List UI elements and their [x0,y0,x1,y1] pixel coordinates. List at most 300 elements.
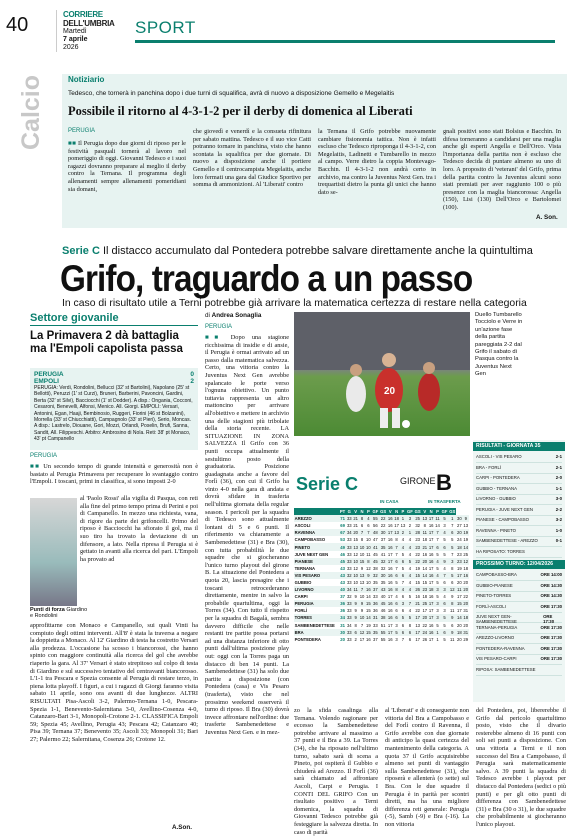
table-cell: 71 [340,516,345,522]
list-item [476,454,562,463]
table-cell: 37 [373,587,378,593]
table-cell: 6 [400,572,406,579]
table-cell: 3 [434,614,440,621]
table-cell: 9 [463,515,469,522]
table-cell: 17 [415,615,420,621]
table-cell: 9 [352,614,358,621]
table-cell: 6 [393,614,399,621]
table-cell: 21 [415,601,420,607]
standings-col-17: GS [449,509,456,515]
table-cell: 17 [457,594,462,600]
table-cell: 18 [428,587,434,593]
table-cell: 5 [441,614,449,621]
table-cell: 8 [354,622,357,628]
standings-col-5: P [366,509,370,515]
table-cell: 5 [436,594,439,600]
standings-col-2: G [347,509,351,515]
table-cell: 31 [463,608,469,614]
table-cell: 5 [393,629,399,636]
table-cell: 32 [373,572,378,578]
table-cell: 9 [352,600,358,607]
table-cell: 4 [441,529,449,536]
table-cell: 11 [422,530,427,536]
match-teams: ASCOLI - VIS PESARO [476,454,522,459]
table-cell: 20 [463,622,469,628]
match-teams: CARPI - PONTEDERA [476,475,520,480]
table-cell: 5 [436,622,439,628]
match-teams: SAMBENEDETTESE - AREZZO [476,538,538,543]
table-cell: 9 [365,572,371,579]
table-cell: 4 [434,572,440,579]
table-cell: 9 [448,614,456,621]
table-cell: 22 [422,622,428,628]
table-cell: 13 [359,572,365,578]
match-value: ORE 17:30 [540,656,562,661]
table-cell: 20 [422,558,428,564]
match-teams: PINETO-TORRES [476,593,512,598]
table-cell: 33 [346,601,352,607]
table-cell: 7 [393,543,399,550]
bottom-col-1: zo la sfida casalinga alla Ternana. Volendo ragionare per eccesso la Sambenedettese potrebbe arrivare al massimo a 37 punti e il Bra a 39. La Torres (34), che ha riposato nell'ultimo turno, sabato sarà di scena a Pineto, poi ospiterà il Gubbio e chiuderà ad Arezzo. Il Forlì (36) sarà chiamato ad affrontare Ascoli, Carpi e Perugia. I CONTI DEL GRIFO Con un risultato positivo a Terni domenica, la squadra di Giovanni Tedesco potrebbe già festeggiare la salvezza diretta. In caso di parità [294,707,378,836]
list-item [476,635,562,644]
table-cell: 6 [400,558,406,565]
table-cell: 1 [436,636,439,642]
players-photo [30,498,77,606]
logo-part-2: DELL'UMBRIA [63,19,115,28]
table-cell: 31 [463,629,469,635]
list-item [476,475,562,484]
table-cell: 10 [359,615,365,621]
table-cell: 5 [436,551,439,557]
bottom-col-2: al 'Liberati' e di conseguente non vittoria del Bra a Campobasso e del Forlì contro il Ravenna, il Grifo avrebbe con due giornate di anticipo la quasi certezza del mantenimento della categoria. A quota 37 il Grifo acquisirebbe almeno sei punti di vantaggio sulla Sambenedettese (31), che riposerà e allenterà (o sette) sul Bra. Con le due squadre il Perugia è in parità per scontri diretti, ma ha una migliore differenza reti generale: Perugia (-5), Samb (-9) e Bra (-16). La non vittoria [385,707,469,828]
notiziario-col-1: ■■ Il Perugia dopo due giorni di riposo per le festività pasquali tornerà al lavoro nel pomeriggio di oggi. Giovanni Tedesco e i suoi ragazzi dovranno preparare al meglio il derby contro la Ternana. Il programma degli allenamenti sempre allenamenti pomeridiani sia domani, [68,140,186,193]
byline: di Andrea Sonaglia [205,312,262,319]
table-cell: 32 [346,594,352,600]
table-cell: 3 [448,558,456,565]
main-headline: Grifo, traguardo a un passo [60,258,473,299]
table-cell: 17 [428,579,434,585]
girone-letter: B [436,470,452,495]
table-cell: 17 [457,608,462,614]
table-cell: 7 [359,529,365,536]
table-cell: 33 [346,565,352,571]
standings-body [294,515,469,643]
standings-col-13: V [423,509,427,515]
table-cell: 6 [434,543,440,550]
table-cell: 32 [346,572,352,578]
match-value: 2-2 [555,506,562,512]
table-cell: 5 [443,622,446,628]
table-cell: 3 [434,600,440,607]
match-value: 2-1 [555,464,562,470]
settore-title: Settore giovanile [30,312,119,324]
section-title: SPORT [135,18,196,37]
table-cell: 7 [406,600,414,607]
table-row [294,614,469,621]
list-item [476,507,562,516]
table-cell: 9 [360,608,364,614]
table-cell: 8 [408,622,412,628]
match-value: ORE 17:30 [540,645,562,651]
table-row [294,551,469,558]
list-item [476,538,562,547]
table-cell: 16 [387,608,393,614]
match-teams: JUVE NEXT GEN-SAMBENEDETTESE [476,614,517,624]
table-cell: 10 [353,579,358,585]
table-cell: 16 [387,565,393,571]
table-cell: 6 [448,529,456,536]
settore-signature: A.Son. [172,824,192,831]
table-cell: 16 [366,587,371,593]
next-round-title: PROSSIMO TURNO: 12/04/2026 [473,560,565,569]
table-cell: 32 [380,565,386,571]
table-cell: 18 [457,544,462,550]
table-cell: 20 [422,615,428,621]
table-cell: 4 [408,579,412,585]
table-cell: 25 [415,516,420,522]
table-cell: 6 [451,622,454,628]
team-name: BRA [294,629,339,636]
table-cell: 33 [346,516,352,522]
match-teams: GUBBIO - TERNANA [476,485,517,491]
table-cell: 17 [428,608,434,614]
settore-headline: La Primavera 2 dà battaglia ma l'Empoli capolista passa [30,330,183,355]
table-row [294,565,469,572]
table-row [294,600,469,607]
table-cell: 38 [380,615,386,621]
table-cell: 36 [340,608,345,614]
table-row [294,622,469,629]
table-cell: 37 [380,537,386,543]
table-cell: 34 [340,615,345,621]
table-cell: 4 [443,565,446,571]
table-cell: 30 [380,530,386,536]
results-title: RISULTATI - GIORNATA 35 [473,442,565,451]
table-cell: 3 [406,515,414,522]
table-cell: 10 [366,544,371,550]
table-cell: 31 [340,622,345,628]
table-cell: 5 [401,551,405,557]
table-cell: 17 [428,565,434,571]
table-cell: 6 [401,622,405,628]
table-cell: 2 [354,636,357,642]
list-item [476,646,562,655]
table-cell: 11 [435,516,440,522]
table-row [294,536,469,543]
table-cell: 9 [451,594,454,600]
table-cell: 10 [359,594,365,600]
table-cell: 1 [448,515,456,522]
table-cell: 6 [451,579,454,585]
table-cell: 7 [359,586,365,593]
table-cell: 20 [340,636,345,642]
table-cell: 29 [463,636,469,642]
table-cell: 23 [422,587,428,593]
table-cell: 5 [443,636,446,642]
team-name: PIANESE [294,558,339,565]
list-item [476,517,562,526]
table-cell: 16 [387,601,393,607]
table-cell: 3 [436,608,439,614]
table-row [294,543,469,550]
table-cell: 6 [401,594,405,600]
table-cell: 7 [401,579,405,585]
table-cell: 33 [346,551,352,557]
table-cell: 7 [451,551,454,557]
table-cell: 6 [408,636,412,642]
score-row-home: PERUGIA 0 [34,371,194,378]
settore-para-1: ■■ Un secondo tempo di grande intensità e generosità non è bastato al Perugia Primavera per recuperare lo svantaggio contro l'Empoli. I toscani, primi in classifica, si sono imposti 2-0 [30,463,199,486]
table-cell: 11 [457,587,462,593]
table-cell: 33 [346,537,352,543]
table-cell: 17 [428,544,434,550]
table-cell: 14 [435,523,440,529]
table-cell: 5 [441,515,449,522]
table-cell: 5 [448,543,456,550]
table-cell: 9 [441,558,449,565]
table-cell: 6 [393,600,399,607]
table-cell: 7 [360,622,364,628]
standings-header [294,508,469,515]
table-cell: 55 [380,636,386,642]
table-cell: 7 [434,529,440,536]
list-item [476,486,562,495]
table-cell: 16 [428,594,434,600]
table-cell: 17 [428,636,434,642]
table-cell: 18 [457,629,462,635]
table-cell: 14 [463,544,469,550]
table-cell: 5 [448,572,456,579]
table-cell: 18 [422,537,428,543]
table-cell: 13 [394,530,399,536]
standings-title: Serie C [296,474,359,494]
table-cell: 17 [428,537,434,543]
table-cell: 4 [408,551,412,557]
table-cell: 16 [387,636,393,642]
table-cell: 5 [401,565,405,571]
table-cell: 46 [380,608,386,614]
table-cell: 1 [400,515,406,522]
match-value: 1-1 [555,485,562,491]
team-name: TORRES [294,614,339,621]
table-cell: 10 [353,558,358,564]
match-photo [294,312,470,436]
table-cell: 3 [434,586,440,593]
match-teams: TERNANA-PERUGIA [476,624,518,630]
issue-day: Martedì [63,28,87,35]
notiziario-location: PERUGIA [68,128,96,134]
table-cell: 13 [400,523,406,529]
table-cell: 4 [401,537,405,543]
table-cell: 3 [441,586,449,593]
standings-col-15: P [436,509,439,515]
team-name: PONTEDERA [294,636,321,642]
table-cell: 3 [443,608,446,614]
table-cell: 17 [394,523,399,529]
table-cell: 35 [373,579,378,585]
table-cell: 20 [463,601,469,607]
table-cell: 20 [457,622,462,628]
kicker-text: Il distacco accumulato dal Pontedera potrebbe salvare direttamente anche la quintultima [102,245,533,257]
table-cell: 17 [359,636,365,642]
table-cell: 6 [395,608,398,614]
standings-col-1: PT [339,509,346,515]
match-teams: RAVENNA - PINETO [476,527,516,533]
list-item [476,614,562,623]
table-cell: 14 [422,565,428,571]
table-cell: 17 [387,530,393,536]
table-cell: 16 [387,537,393,543]
table-cell: 4 [406,543,414,550]
table-cell: 45 [373,551,378,557]
table-cell: 38 [373,565,378,571]
table-cell: 8 [395,537,398,543]
kicker-bold: Serie C [62,245,100,257]
table-cell: 36 [340,601,345,607]
table-cell: 18 [463,615,469,621]
standings-col-14: N [429,509,433,515]
list-item [476,528,562,537]
list-item [476,465,562,474]
match-value: ORE 14:30 [540,593,562,598]
table-cell: 4 [365,515,371,522]
table-cell: 18 [394,516,399,522]
table-row [294,515,469,522]
table-cell: 8 [365,558,371,565]
table-cell: 4 [395,594,398,600]
table-cell: 16 [428,629,434,635]
table-cell: 8 [360,537,364,543]
table-cell: 16 [366,636,371,642]
match-value: ORE 14:00 [540,572,562,577]
table-cell: 13 [463,523,469,529]
logo-part-1: CORRIERE [63,10,103,19]
table-cell: 45 [373,558,378,564]
table-cell: 40 [380,594,386,600]
table-cell: 6 [441,629,449,636]
table-cell: 26 [415,587,420,593]
list-item [476,625,562,634]
table-cell: 4 [406,586,414,593]
table-cell: 5 [436,565,439,571]
header-rule [135,40,555,43]
table-cell: 4 [400,586,406,593]
table-cell: 6 [400,629,406,636]
match-value: ORE 17:30 [543,614,555,624]
team-name: ASCOLI [294,523,311,529]
table-cell: 31 [373,615,378,621]
table-cell: 32 [380,558,386,564]
table-cell: 43 [340,579,345,585]
standings-col-7: GS [380,509,387,515]
table-cell: 7 [395,551,398,557]
table-cell: 6 [406,629,414,636]
middle-location: PERUGIA [205,324,233,330]
table-cell: 16 [428,551,434,557]
table-cell: 19 [463,537,469,543]
table-cell: 5 [395,579,398,585]
table-cell: 30 [457,516,462,522]
table-cell: 10 [359,544,365,550]
table-cell: 10 [366,579,371,585]
table-cell: 43 [340,565,345,571]
settore-para-3: approfittarne con Monaco e Campanello, sui quali Vinti ha compiuto degli ottimi interventi. All'8' è stata la traversa a negare la doppietta a Monaco. Al 12' Giardino di testa ha costretto Versari alla prodezza. L'occasione ha scosso i biancorossi, che hanno spinto con maggiore continuità alla ricerca del gol che avrebbe riaperto la gara. Al 37' Versari è stato strepitoso sul colpo di testa di Giardino e sul successivo tentativo del centravanti biancorosso. L'1-1 tra Pescara e Spezia consente al Perugia di restare terzo, in piena lotta playoff. I figuri, a cui i ragazzi di Giorgi faranno visita sabato 11 aprile, sono ora avanti di due lunghezze. ALTRI RISULTATI Pisa-Ascoli 3-2, Palermo-Ternana 1-0, Pescara-Spezia 1-1, Benevento-Salernitana 3-0, Avellino-Cosenza 4-0, Catanzaro-Bari 3-1, Monopoli-Crotone 2-1. CLASSIFICA Empoli 59; Spezia 45; Avellino, Perugia 43; Pescara 42; Catanzaro 40; Pisa 39; Ternana 37; Benevento 35; Ascoli 33; Monopoli 31; Bari 27; Palermo 22; Salernitana, Cosenza 26; Crotone 12. [30,622,198,743]
table-cell: 33 [346,544,352,550]
table-cell: 17 [415,636,420,642]
table-cell: 12 [353,551,358,557]
table-cell: 8 [359,515,365,522]
table-cell: 46 [340,551,345,557]
table-cell: 20 [353,530,358,536]
table-cell: 33 [346,579,352,585]
table-cell: 45 [340,558,345,564]
table-cell: 6 [367,523,370,529]
table-cell: 33 [346,629,352,635]
table-row [294,579,469,586]
match-teams: PIANESE - CAMPOBASSO [476,517,530,522]
table-cell: 21 [353,516,358,522]
table-cell: 24 [457,537,462,543]
table-cell: 5 [408,594,412,600]
table-cell: 15 [359,558,365,564]
table-cell: 19 [366,622,371,628]
table-cell: 21 [422,544,428,550]
table-cell: 7 [441,572,449,579]
table-cell: 10 [353,572,358,578]
match-value: ORE 17:30 [540,603,562,609]
table-cell: 5 [443,551,446,557]
table-cell: 17 [387,622,393,628]
main-subhead: In caso di risultato utile a Terni potrebbe già arrivare la matematica certezza di restare nella categoria [62,298,527,309]
table-cell: 33 [346,608,352,614]
table-cell: 5 [406,558,414,565]
team-name: CAMPOBASSO [294,537,326,543]
table-cell: 4 [406,572,414,579]
list-item [476,656,562,665]
table-cell: 13 [422,516,428,522]
table-cell: 33 [373,622,378,628]
table-cell: 16 [428,572,434,578]
table-cell: 25 [422,601,428,607]
table-cell: 14 [422,572,428,578]
table-cell: 16 [387,587,393,593]
table-cell: 16 [387,572,393,578]
table-cell: 19 [457,565,462,571]
team-name: FORLÌ [294,608,308,614]
table-cell: 15 [366,608,371,614]
table-cell: 5 [443,537,446,543]
table-cell: 16 [387,579,393,585]
table-cell: 22 [380,516,386,522]
table-cell: 18 [422,594,428,600]
standings-col-16: GF [441,509,448,515]
table-cell: 48 [373,530,378,536]
table-cell: 23 [415,537,420,543]
standings-col-8: V [388,509,392,515]
table-cell: 17 [457,572,462,578]
table-cell: 15 [366,629,371,635]
table-cell: 2 [400,529,406,536]
table-cell: 5 [436,579,439,585]
middle-article: ■■ Dopo una stagione ricchissima di insidie e di ansie, il Perugia è ormai arrivato ad un passo dalla matematica salvezza. Certo, una vittoria contro la Juventus Next Gen avrebbe spalancato le porte verso l'ognuna obiettivo. Un punto tuttavia rappresenta un altro mattoncino per arrivare all'obiettivo e mettere in archivio una delle stagioni più tribolate della storia recente. LA SITUAZIONE IN ZONA SALVEZZA Il Grifo con 36 punti occupa attualmente il sestultimo posto della graduatoria. Posizione guadagnata anche a favore del Forlì (36), con cui il Grifo ha vinto 4-0 nella gara di andata e dovrà sfidare in trasferta nell'ultima giornata della regular season. I pericoli per la squadra di Tedesco sono attualmente lontani di 5 e 6 punti. Il riferimento va chiaramente a Sambenedettese (31) e Bra (30), con tutta probabilità le due squadre che si giocheranno l'unico turno playout del girone B. La situazione del Pontedera a quota 20, lascia presagire che i toscani retrocederanno direttamente, mentre in salvo la probabile quartultima, oggi la Torres (34). Con tutto il rispetto per la squadra di Bagalà, sembra davvero difficile che nelle restanti tre partite possa portarsi ad una distanza inferiore di otto punti dall'ultima posizione play out: oggi con la Torres paga un distacco di ben 14 punti. La Sambenedettese (31) ha solo due partite a disposizione (con Pontedera (casa) e Vis Pesaro (trasferta), visto che nel prossimo weekend osserverà il turno di riposo. Il Bra (30) dovrà invece affrontare nell'ordine: due trasferte Sambenedettese e Juventus Next Gen. e in mez- [205,334,290,736]
table-cell: 55 [380,629,386,635]
table-cell: 33 [346,636,352,642]
table-cell: 10 [366,537,371,543]
list-item [476,667,562,676]
main-kicker [62,245,567,257]
table-cell: 30 [380,572,386,578]
match-teams: BRA - FORLÌ [476,464,502,470]
